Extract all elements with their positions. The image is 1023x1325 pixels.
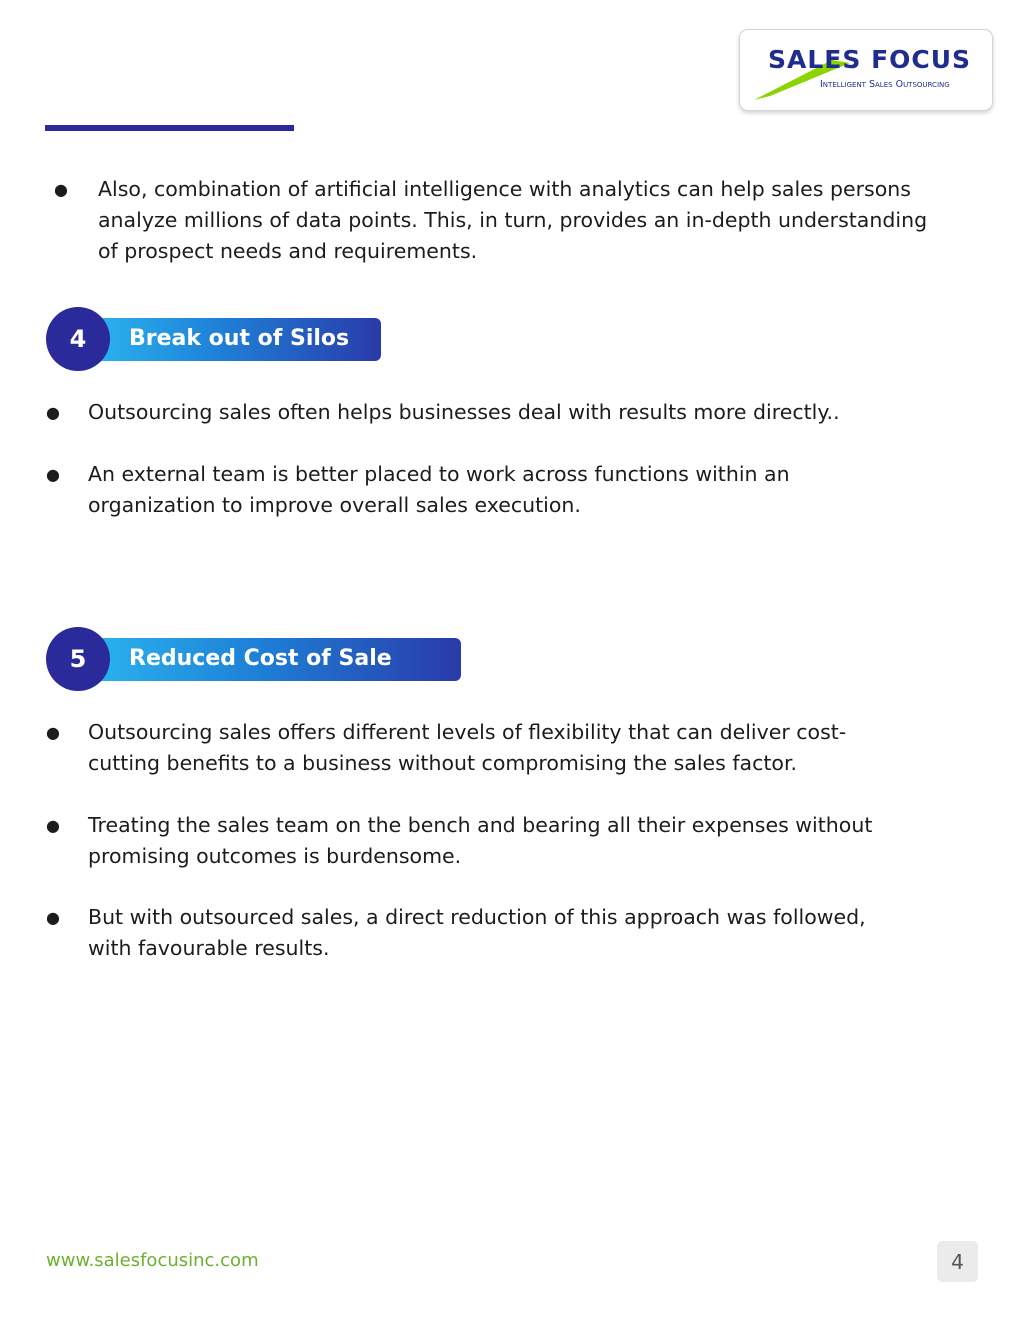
list-item-line: But with outsourced sales, a direct reduction of this approach was followed, [88, 905, 866, 929]
header-rule [45, 125, 294, 131]
list-item-line: Outsourcing sales offers different levels of flexibility that can deliver cost- [88, 720, 847, 744]
list-item-line: cutting benefits to a business without compromising the sales factor. [88, 751, 798, 775]
list-item-line: Outsourcing sales often helps businesses deal with results more directly.. [88, 400, 840, 424]
sales-focus-logo [739, 29, 993, 111]
section-number-badge: 5 [46, 627, 110, 691]
intro-line-1: Also, combination of artificial intelligence with analytics can help sales persons [98, 177, 911, 201]
intro-line-2: analyze millions of data points. This, in turn, provides an in-depth understanding [98, 208, 928, 232]
list-item-line: An external team is better placed to work across functions within an [88, 462, 790, 486]
footer-website-link[interactable]: www.salesfocusinc.com [46, 1250, 259, 1271]
section-title-bar [94, 638, 461, 681]
bullet-dot: ● [46, 723, 60, 742]
intro-line-3: of prospect needs and requirements. [98, 239, 478, 263]
bullet-dot: ● [46, 403, 60, 422]
list-item-line: Treating the sales team on the bench and bearing all their expenses without [88, 813, 873, 837]
bullet-dot: ● [46, 908, 60, 927]
bullet-dot: ● [46, 816, 60, 835]
section-title-bar [94, 318, 381, 361]
page-number: 4 [937, 1241, 978, 1282]
section-title: Break out of Silos [129, 326, 350, 351]
section-title: Reduced Cost of Sale [129, 646, 392, 671]
logo-tagline: Intelligent Sales Outsourcing [820, 79, 950, 90]
list-item-line: organization to improve overall sales execution. [88, 493, 581, 517]
bullet-dot: ● [46, 465, 60, 484]
bullet-dot: ● [54, 180, 68, 199]
list-item-line: promising outcomes is burdensome. [88, 844, 462, 868]
section-number-badge: 4 [46, 307, 110, 371]
logo-title: SALES FOCUS [768, 45, 972, 74]
list-item-line: with favourable results. [88, 936, 330, 960]
